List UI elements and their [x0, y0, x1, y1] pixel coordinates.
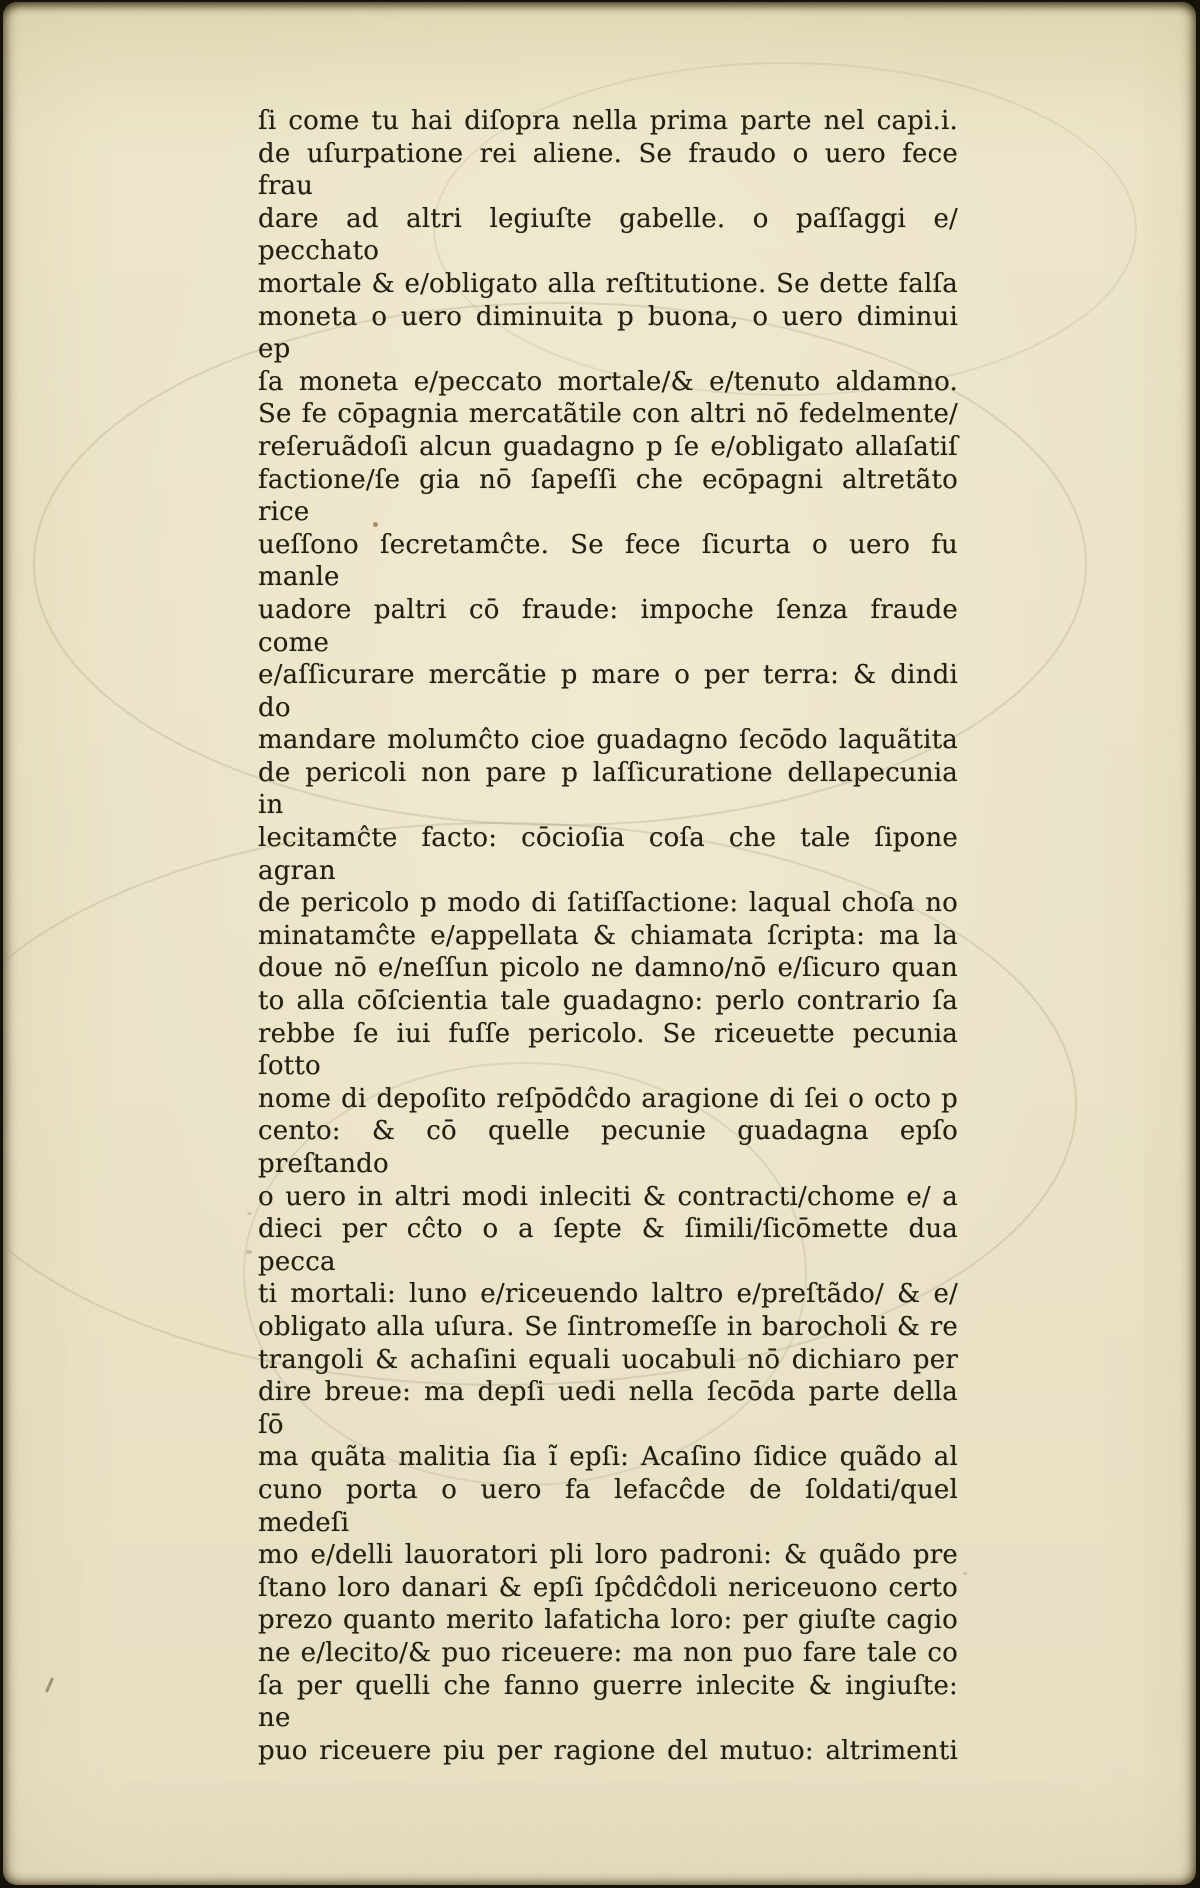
text-line: e/aſſicurare mercãtie p mare o per terra: & dindi do: [258, 660, 958, 723]
blemish-mark: [45, 1677, 54, 1693]
text-line: ſa moneta e/peccato mortale/& e/tenuto aldamno.: [258, 366, 958, 397]
blemish-mark: [963, 1572, 967, 1575]
text-line: Se fe cōpagnia mercatãtile con altri nō fedelmente/: [258, 399, 958, 430]
blemish-mark: [246, 1250, 252, 1254]
text-line: ſi come tu hai diſopra nella prima parte nel capi.i.: [258, 106, 958, 136]
text-line: to alla cōſcientia tale guadagno: perlo contrario ſa: [258, 986, 958, 1017]
text-block: [258, 105, 958, 1767]
text-line: ma quãta malitia ſia ĩ epſi: Acaſino ſidice quãdo al: [258, 1442, 958, 1473]
text-line: mo e/delli lauoratori pli loro padroni: & quãdo pre: [258, 1540, 958, 1571]
text-line: dare ad altri legiuſte gabelle. o paſſaggi e/ pecchato: [258, 203, 958, 267]
text-line: prezo quanto merito lafaticha loro: per giuſte cagio: [258, 1605, 958, 1636]
text-line: de pericolo p modo di ſatiſſactione: laqual choſa no: [258, 888, 958, 919]
text-line: ne e/lecito/& puo riceuere: ma non puo fare tale co: [258, 1637, 958, 1668]
text-line: trangoli & achaſini equali uocabuli nō dichiaro per: [258, 1344, 958, 1375]
text-line: nome di depoſito reſpōdĉdo aragione di ſei o octo p: [258, 1083, 958, 1114]
text-line: ueſſono ſecretamĉte. Se fece ſicurta o uero fu manle: [258, 529, 958, 593]
text-line: puo riceuere piu per ragione del mutuo: altrimenti: [258, 1735, 958, 1766]
text-line: dieci per cĉto o a ſepte & ſimili/ſicōmette dua pecca: [258, 1214, 958, 1277]
text-line: de pericoli non pare p laſſicuratione dellapecunia in: [258, 757, 958, 821]
blemish-mark: [247, 1212, 252, 1215]
text-line: uadore paltri cō fraude: impoche ſenza fraude come: [258, 594, 958, 658]
text-line: factione/ſe gia nō ſapeſſi che ecōpagni altretãto rice: [258, 464, 958, 528]
text-line: lecitamĉte facto: cōcioſia coſa che tale ſipone agran: [258, 823, 958, 886]
text-line: doue nō e/neſſun picolo ne damno/nō e/ſicuro quan: [258, 953, 958, 984]
text-line: ſtano loro danari & epſi ſpĉdĉdoli nericeuono certo: [258, 1572, 958, 1603]
text-line: obligato alla uſura. Se ſintromeſſe in barocholi & re: [258, 1311, 958, 1342]
text-line: cuno porta o uero fa lefacĉde de ſoldati/quel medeſi: [258, 1474, 958, 1538]
text-line: rebbe ſe iui fuſſe pericolo. Se riceuette pecunia ſotto: [258, 1018, 958, 1082]
text-line: de uſurpatione rei aliene. Se fraudo o uero fece frau: [258, 138, 958, 202]
text-line: mandare molumĉto cioe guadagno ſecōdo laquãtita: [258, 725, 958, 756]
text-line: dire breue: ma depſi uedi nella ſecōda parte della ſō: [258, 1377, 958, 1440]
text-line: reſeruãdoſi alcun guadagno p ſe e/obligato allaſatiſ: [258, 431, 958, 462]
text-line: mortale & e/obligato alla reſtitutione. Se dette falſa: [258, 268, 958, 299]
text-line: minatamĉte e/appellata & chiamata ſcripta: ma la: [258, 920, 958, 951]
paper-surface: [3, 2, 1196, 1885]
text-line: o uero in altri modi inleciti & contracti/chome e/ a: [258, 1181, 958, 1212]
text-line: ti mortali: luno e/riceuendo laltro e/preſtãdo/ & e/: [258, 1279, 958, 1310]
text-line: cento: & cō quelle pecunie guadagna epſo preſtando: [258, 1116, 958, 1179]
text-line: ſa per quelli che fanno guerre inlecite & ingiuſte: ne: [258, 1670, 958, 1734]
text-line: moneta o uero diminuita p buona, o uero diminui ep: [258, 301, 958, 365]
